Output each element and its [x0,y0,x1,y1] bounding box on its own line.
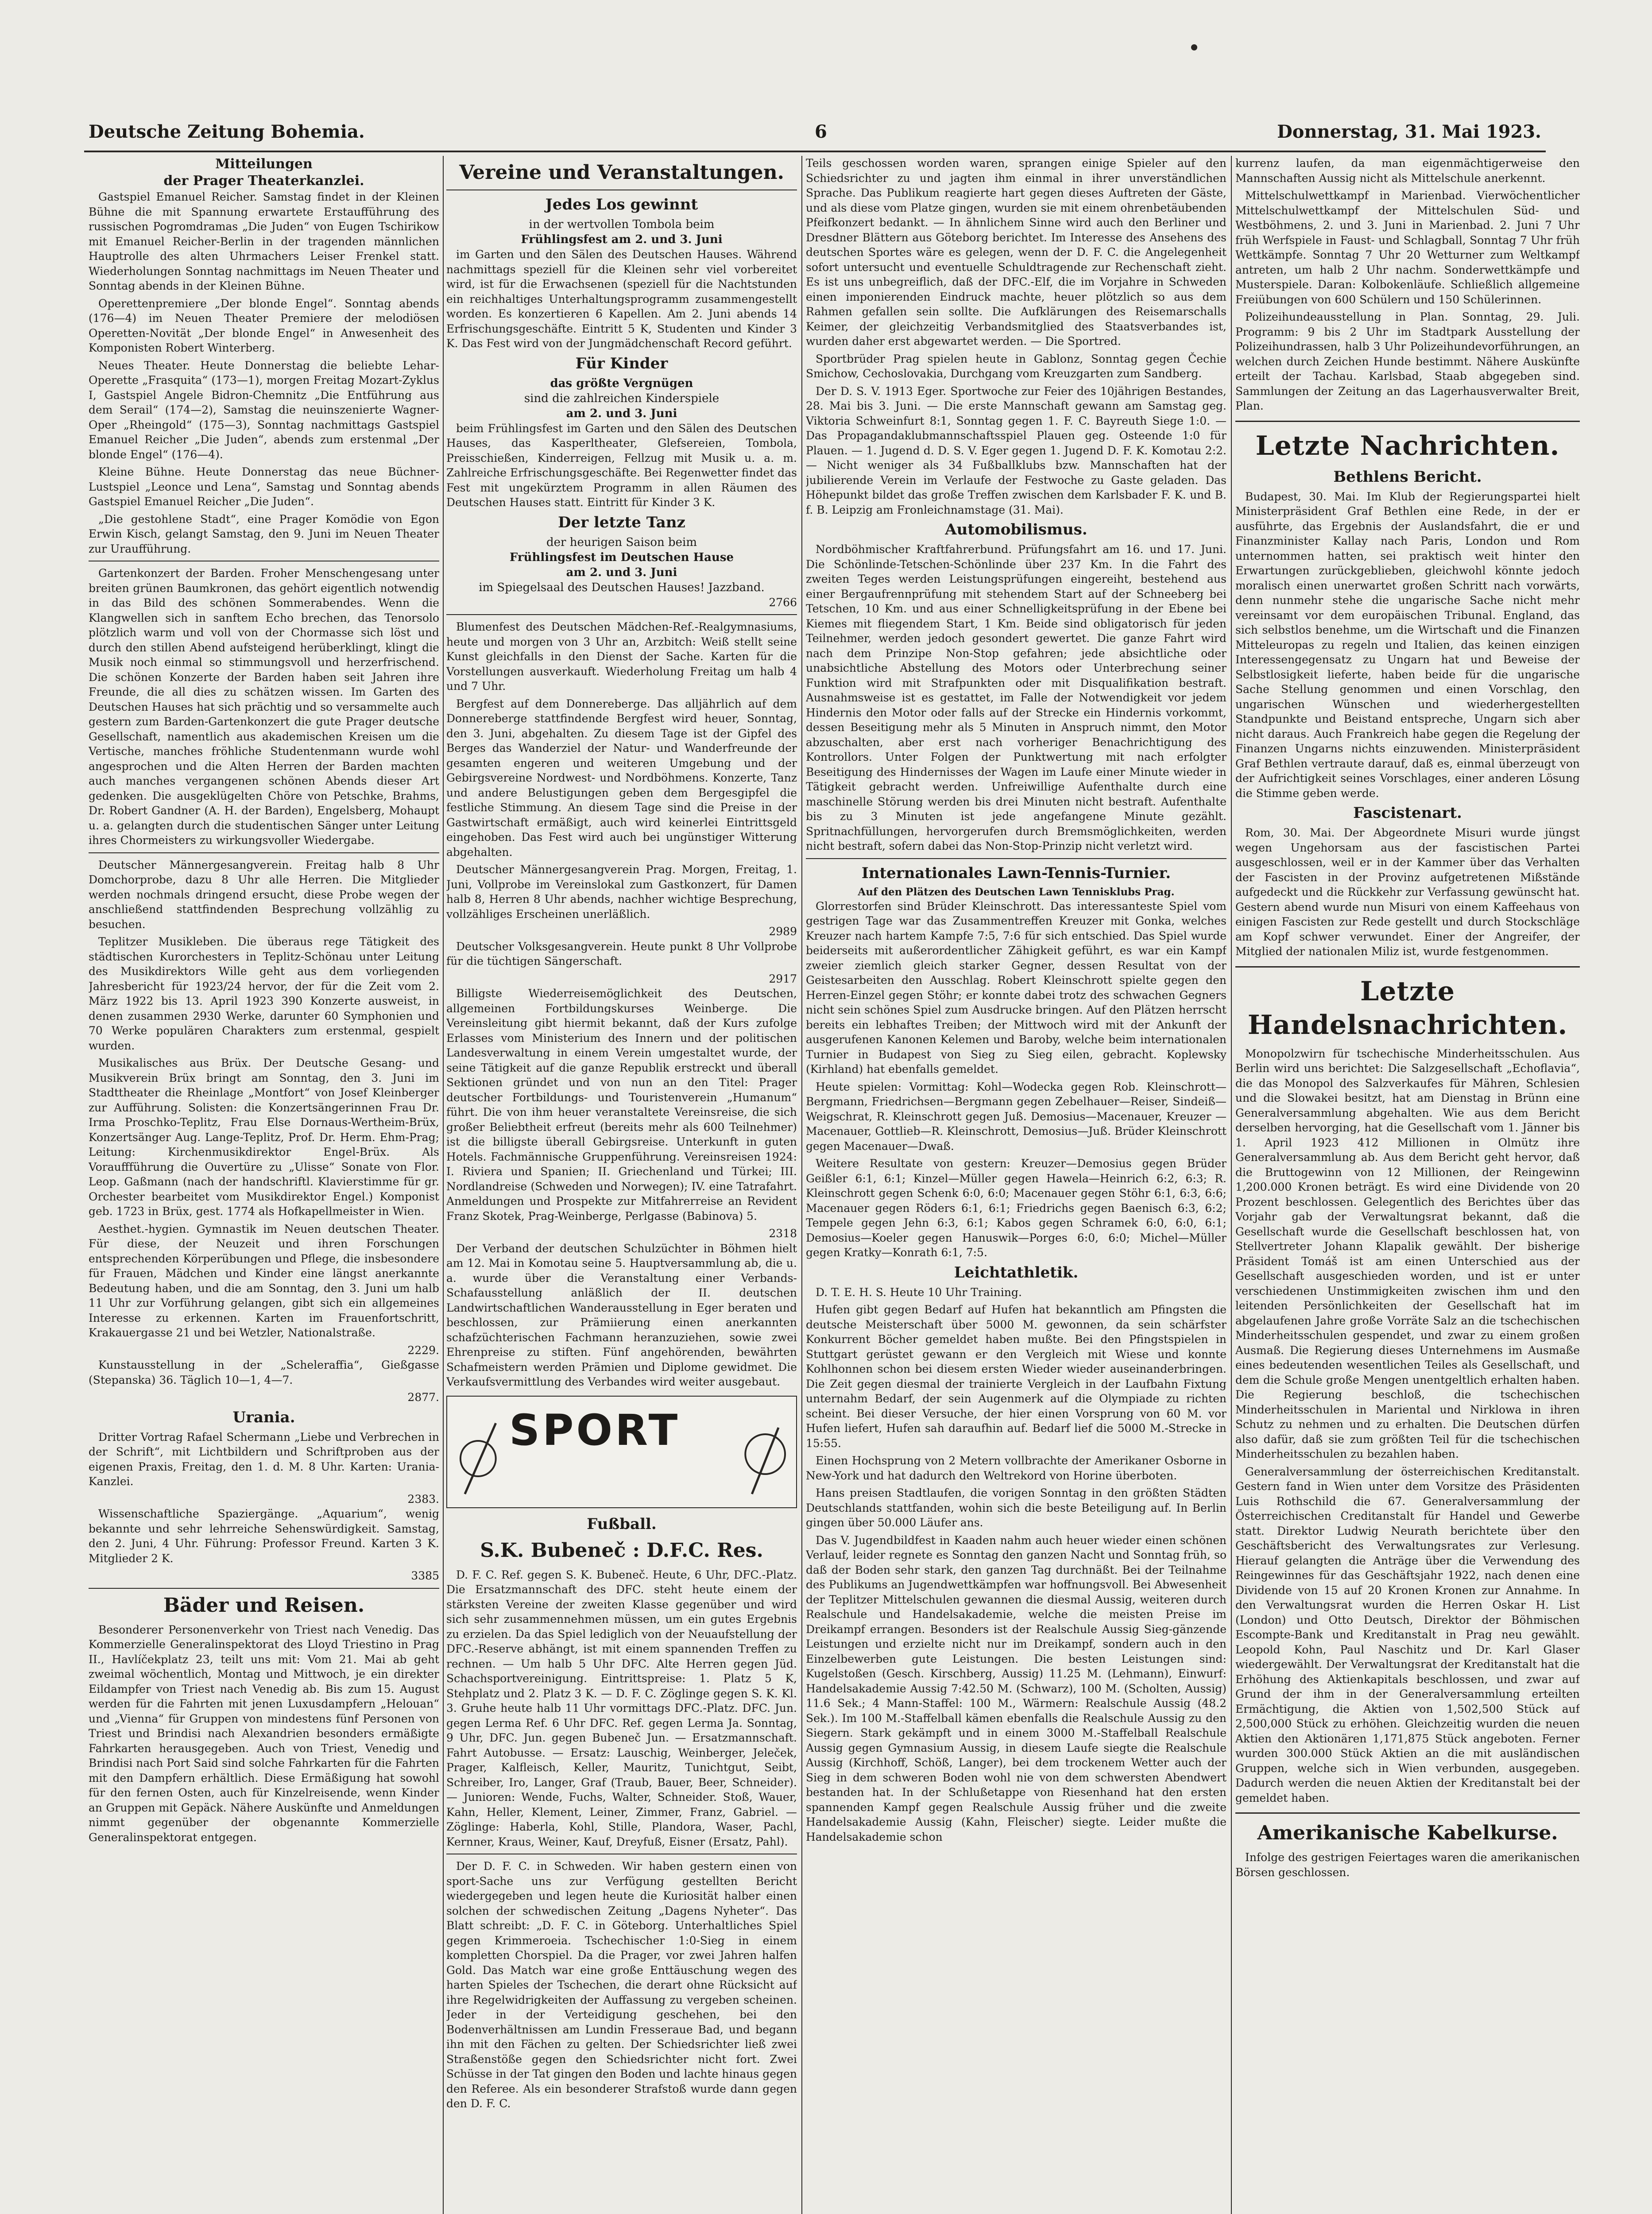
match-title: S.K. Bubeneč : D.F.C. Res. [480,1539,763,1562]
article-paragraph: Polizeihundeausstellung in Plan. Sonntag, 29. Juli. Programm: 9 bis 2 Uhr im Stadtpark Ausstellung der Polizeihundrassen, halb 3 Uhr Polizeihundevorführungen, an welchen durch Zeichen Hunde bestimmt. Nähere Auskünfte erteilt der Tachau. Karlsbad, Staab abgegeben sind. Sammlungen der Zeitung an das Lagerhausverwalter Breit, Plan. [1235,310,1580,412]
article-paragraph: Mittelschulwettkampf in Marienbad. Vierwöchentlicher Mittelschulwettkampf der Mittelschulen Süd- und Westböhmens, 2. und 3. Juni in Marienbad. 2. Juni 7 Uhr früh Werfspiele in Faust- und Schlagball, Sonntag 7 Uhr früh Wettkämpfe. Sonntag 7 Uhr 20 Wetturner zum Weltkampf antreten, um halb 2 Uhr nachm. Sonderwettkämpfe und Musterspiele. Daran: Kolbokenläufe. Schließlich allgemeine Freiübungen von 600 Schülern und 150 Schülerinnen. [1235,189,1580,306]
page-header [89,116,1541,147]
article-paragraph: Das V. Jugendbildfest in Kaaden nahm auch heuer wieder einen schönen Verlauf, leider regnete es Sonntag den ganzen Nacht und Sonntag früh, so daß der Boden sehr stark, den ganzen Tag durchnäßt. Bei der Teilnahme des Publikums an Jugendwettkämpfen war hoffnungsvoll. Bei Abwesenheit der Teplitzer Mittelschulen gewannen die diesmal Aussig, weiteren durch Realschule und Handelsakademie, welche die meisten Preise im Dreikampf errangen. Besonders ist der Realschule Aussig Sieg-gänzende Leistungen und erzielte nicht nur im Dreikampf, sondern auch in den Einzelbewerben gute Leistungen. Die besten Leistungen sind: Kugelstoßen (Gesch. Kirschberg, Aussig) 11.25 M. (Lehmann), Einwurf: Handelsakademie Aussig 7:42.50 M. (Schwarz), 100 M. (Scholten, Aussig) 11.6 Sek.; 4 Mann-Staffel: 100 M., Wärmern: Realschule Aussig (48.2 Sek.). Im 100 M.-Staffelball kämen ebenfalls die Realschule Aussig zu den Siegern. Stark gekämpft und in einem 3000 M.-Staffelball Realschule Aussig gegen Gymnasium Aussig, in diesem Laufe siegte die Realschule Aussig (Kirchhoff, Schöß, Langer), bei dem trockenem Wetter auch der Sieg in dem schweren Boden wohl nie von dem schwersten Abendwert bestanden hat. In der Schlußetappe von Riesenhand hat den ersten spannenden Kampf gegen Realschule Aussig früher und die zweite Handelsakademie Aussig (Kahn, Fleischer) siegte. Leider mußte die Handelsakademie schon [806,1533,1226,1843]
section-title: Leichtathletik. [954,1263,1079,1281]
column-4 [1235,156,1580,2214]
article-paragraph: Deutscher Männergesangverein. Freitag halb 8 Uhr Domchorprobe, dazu 8 Uhr alle Herren. Die Mitglieder werden nochmals dringend ersucht, diese Probe wegen der anschließend stattfindenden Besprechung vollzählig zu besuchen. [89,858,439,931]
divider [1235,966,1580,968]
article-paragraph: Generalversammlung der österreichischen Kreditanstalt. Gestern fand in Wien unter dem Vorsitze des Präsidenten Luis Rothschild die 67. Generalversammlung der Österreichischen Creditanstalt für Handel und Gewerbe statt. Direktor Ludwig Neurath berichtete über den Geschäftsbericht des Verwaltungsrates zur Verlesung. Hierauf gelangten die Anträge über die Verwendung des Reingewinnes für das Geschäftsjahr 1922, nach denen eine Dividende von 15 auf 20 Kronen Kronen zur Annahme. In den Verwaltungsrat wurden die Herren Oskar H. List (London) und Otto Deutsch, Direktor der Böhmischen Escompte-Bank und Kreditanstalt in Prag neu gewählt. Leopold Kohn, Paul Naschitz und Dr. Karl Glaser wiedergewählt. Der Verwaltungsrat der Kreditanstalt hat die Erhöhung des Aktienkapitals beschlossen, und zwar auf Grund der ihm in der Generalversammlung erteilten Ermächtigung, die Aktien von 1,502,500 Stück auf 2,500,000 Stück zu erhöhen. Gleichzeitig wurden die neuen Aktien den Aktionären 1,171,875 Stück angeboten. Ferner wurden 300.000 Stück Aktien an die mit ausländischen Gruppen, welche sich in Wien verbunden, ausgegeben. Dadurch werden die neuen Aktien der Kreditanstalt bei der gemeldet haben. [1235,1465,1580,1804]
header-paper-name: Deutsche Zeitung Bohemia. [89,121,365,142]
header-rule [84,151,1546,152]
divider [89,852,439,853]
ad-number: 2766 [769,596,797,609]
article-paragraph: Glorrestorfen sind Brüder Kleinschrott. Das interessanteste Spiel vom gestrigen Tage war das Zusammentreffen Kreuzer mit Gonka, welches Kreuzer nach hartem Kampfe 7:5, 7:6 für sich entschied. Das Spiel wurde beiderseits mit außerordentlicher Zähigkeit geführt, es war ein Kampf zweier ziemlich gleich starker Gegner, dessen Resultat von der Geistesarbeiten den Ausschlag. Robert Kleinschrott spielte gegen den Herren-Einzel gegen Stöhr; er konnte dabei trotz des schwachen Gegners nicht sein schönes Spiel zum Ausdrucke bringen. Auf den Plätzen herrscht bereits ein lebhaftes Treiben; der Mittwoch wird mit der Ankunft der ausgerufenen Kanonen Kelemen und Baroby, welche beim internationalen Turnier in Budapest von Sieg zu Sieg eilen, gebracht. Koplewsky (Kirhland) hat ebenfalls gemeldet. [806,899,1226,1076]
column-1 [89,156,439,2214]
article-paragraph: Monopolzwirn für tschechische Minderheitsschulen. Aus Berlin wird uns berichtet: Die Salzgesellschaft „Echoflavia“, die das Monopol des Salzverkaufes für Mähren, Schlesien und die Slowakei besitzt, hat am Dienstag in Brünn eine Generalversammlung abgehalten. Wie aus dem Bericht derselben hervorging, hat die Gesellschaft vom 1. Jänner bis 1. April 1923 412 Millionen in Olmütz ihre Generalversammlung ab. Aus dem Bericht geht hervor, daß die Bruttogewinn von 12 Millionen, der Reingewinn 1,200.000 Kronen beträgt. Es wird eine Dividende von 20 Prozent beschlossen. Gelegentlich des Berichtes über das Vorjahr gab der Verwaltungsrat bekannt, daß die Gesellschaft wurde die Gesellschaft beschlossen hat, von Stellvertreter Johann Klapalik gewählt. Der bisherige Präsident Tomáš ist am einen Unterschied aus der Gesellschaft ausgeschieden worden, und ist er unter verschiedenen Unstimmigkeiten zwischen ihm und den leitenden Persönlichkeiten der Gesellschaft hat im abgelaufenen Jahre große Vorräte Salz an die tschechischen Minderheitsschulen gespendet, und zwar zu einem großen Ausmaß. Die Regierung dieses Unternehmens im Ausmaße eines bedeutenden wesentlichen Teiles als Gesellschaft, und dem die Schule große Mengen unentgeltlich erhalten haben. Die Regierung beschloß, die tschechischen Minderheitsschulen in Mariental und Nirklowa in ihren Schutz zu nehmen und zu erhalten. Die Deutschen dürfen also dafür, daß sie zum größten Teil für die tschechischen Minderheitsschulen zu bezahlen haben. [1235,1047,1580,1460]
ad-number: 2318 [769,1227,797,1240]
article-paragraph: Deutscher Männergesangverein Prag. Morgen, Freitag, 1. Juni, Vollprobe im Vereinslokal zum Gastkonzert, für Damen halb 8, Herren 8 Uhr abends, nachher wichtige Besprechung, vollzähliges Erscheinen unerläßlich. [446,863,797,921]
article-paragraph: Weitere Resultate von gestern: Kreuzer—Demosius gegen Brüder Geißler 6:1, 6:1; Kinzel—Müller gegen Hawela—Heinrich 6:2, 6:3; R. Kleinschrott gegen Schenk 6:0, 6:0; Macenauer gegen Stöhr 6:1, 6:3, 6:6; Macenauer gegen Röders 6:1, 6:1; Friedrichs gegen Baenisch 6:3, 6:2; Tempele gegen Jehn 6:3, 6:1; Kabos gegen Schramek 6:0, 6:0, 6:1; Demosius—Koeler gegen Hanuswik—Porges 6:0, 6:0; Michel—Müller gegen Kratky—Konrath 6:1, 7:5. [806,1157,1226,1259]
article-paragraph: Besonderer Personenverkehr von Triest nach Venedig. Das Kommerzielle Generalinspektorat des Lloyd Triestino in Prag II., Havlíčekplatz 23, teilt uns mit: Vom 21. Mai ab geht zweimal wöchentlich, Montag und Mittwoch, je ein direkter Eildampfer von Triest nach Venedig ab. Bis zum 15. August werden für die Fahrten mit jenen Luxusdampfern „Helouan“ und „Vienna“ für Gruppen von mindestens fünf Personen von Triest und Brindisi nach Alexandrien besonders ermäßigte Fahrkarten herausgegeben. Auch von Triest, Venedig und Brindisi nach Port Said sind solche Fahrkarten für die Fahrten mit den Dampfern erhältlich. Diese Ermäßigung hat sowohl für den fernen Osten, auch für Kinzelreisende, wenn Kinder an Gruppen mit Gepäck. Nähere Auskünfte und Anmeldungen nimmt gegenüber der obgenannte Kommerzielle Generalinspektorat entgegen. [89,1623,439,1844]
article-title: Bethlens Bericht. [1333,468,1482,486]
section-title: Automobilismus. [945,521,1087,538]
section-title: Mitteilungen [215,156,313,172]
article-paragraph: Heute spielen: Vormittag: Kohl—Wodecka gegen Rob. Kleinschrott—Bergmann, Friedrichsen—Bergmann gegen Zebelhauer—Reiser, Sindeiß—Weigschrat, R. Kleinschrott gegen Juß. Demosius—Macenauer, Kreuzer —Macenauer, Gottlieb—R. Kleinschrott, Demosius—Juß. Brüder Kleinschrott gegen Macenauer—Dwaß. [806,1080,1226,1153]
sport-banner [446,1396,797,1508]
article-paragraph: Hufen gibt gegen Bedarf auf Hufen hat bekanntlich am Pfingsten die deutsche Meisterschaft über 5000 M. gewonnen, da sein schärfster Konkurrent Böcher gemeldet haben mußte. Bei den Pfingstspielen in Stuttgart gerüstet gewann er den Vergleich mit Wiese und konnte Kohlhonnen schon bei diesem ersten Wieder wieder auseinanderbringen. Die Zeit gegen diesmal der trainierte Vergleich in der Laufbahn Fixtung unternahm Bedarf, der sein Augenmerk auf die Olympiade zu richten scheint. Bei dieser Versuche, der hier einen Vorsprung von 60 M. vor Hufen liefert, Hufen sah daraufhin auf. Bedarf lief die 5000 M.-Strecke in 15:55. [806,1303,1226,1450]
article-paragraph: Sportbrüder Prag spielen heute in Gablonz, Sonntag gegen Čechie Smichow, Cechoslovakia, Durchgang vom Kreuzgarten zum Sandberg. [806,352,1226,380]
article-paragraph: Neues Theater. Heute Donnerstag die beliebte Lehar-Operette „Frasquita“ (173—1), morgen Freitag Mozart-Zyklus I, Gastspiel Angele Bidron-Chemnitz „Die Entführung aus dem Serail“ (174—2), Samstag die neuinszenierte Wagner-Oper „Rheingold“ (175—3), Sonntag nachmittags Gastspiel Emanuel Reicher „Die Juden“, abends zum erstenmal „Der blonde Engel“ (176—4). [89,359,439,461]
column-separator [443,156,444,2214]
ad-number: 2229. [407,1343,439,1357]
section-title: Bäder und Reisen. [163,1594,365,1617]
article-paragraph: Hans preisen Stadtlaufen, die vorigen Sonntag in den größten Städten Deutschlands stattfanden, wohin sich die beste Beteiligung auf. In Berlin gingen über 50.000 Läufer ans. [806,1486,1226,1529]
section-title: Urania. [232,1408,295,1426]
divider [446,614,797,615]
section-subtitle: Auf den Plätzen des Deutschen Lawn Tennisklubs Prag. [858,886,1175,898]
article-paragraph: Rom, 30. Mai. Der Abgeordnete Misuri wurde jüngst wegen Ungehorsam aus der fascistischen Partei ausgeschlossen, weil er in der Kammer über das Verhalten der Fascisten in der Provinz aufgetretenen Mißstände aufgedeckt und die Rückkehr zur Verfassung gewünscht hat. Gestern abend wurde nun Misuri von einem Kaffeehaus von einigen Fascisten zur Rede gestellt und durch Stockschläge am Kopf schwer verwundet. Einer der Angreifer, der Mitglied der nationalen Miliz ist, wurde festgenommen. [1235,826,1580,958]
ad-headline: Für Kinder [575,354,668,372]
article-title: Fascistenart. [1353,804,1462,822]
ad-subline: am 2. und 3. Juni [566,565,677,579]
ad-number: 3385 [411,1569,439,1582]
divider [806,858,1226,859]
ink-spot [1191,44,1197,50]
article-paragraph: Der Verband der deutschen Schulzüchter in Böhmen hielt am 12. Mai in Komotau seine 5. Hauptversammlung ab, die u. a. wurde über die Veranstaltung einer Verbands-Schafausstellung anläßlich der II. deutschen Landwirtschaftlichen Wanderausstellung in Eger beraten und beschlossen, zur Prämiierung einen anerkannten schafzüchterischen Fachmann heranzuziehen, sowie zwei Ehrenpreise zu stiften. Fünf angehörenden, bewährten Schafmeistern werden Prämien und Diplome gewidmet. Die Verkaufsvermittlung des Verbandes wird weiter ausgebaut. [446,1242,797,1388]
ad-number: 2989 [769,925,797,938]
article-paragraph: Blumenfest des Deutschen Mädchen-Ref.-Realgymnasiums, heute und morgen von 3 Uhr an, Arzbitch: Weiß stellt seine Kunst gleichfalls in den Dienst der Sache. Karten für die Vorstellungen ausverkauft. Wiederholung Freitag um halb 4 und 7 Uhr. [446,620,797,693]
section-title: Fußball. [587,1515,657,1533]
section-title: Letzte Nachrichten. [1255,430,1560,461]
article-paragraph: Der D. F. C. in Schweden. Wir haben gestern einen von sport-Sache uns zur Verfügung gestellten Bericht wiedergegeben und legen heute die Kuriosität halber einen solchen der schwedischen Zeitung „Dagens Nyheter“. Das Blatt schreibt: „D. F. C. in Göteborg. Unterhaltliches Spiel gegen Krimmeroeia. Tschechischer 1:0-Sieg in einem kompletten Chorspiel. Da die Prager, vor zwei Jahren halfen Gold. Das Match war eine große Enttäuschung wegen des harten Spieles der Tschechen, die derart ohne Rücksicht auf ihre Regelwidrigkeiten der Auffassung zu vergeben scheinen. Jeder in der Verteidigung geschehen, bei den Bodenverhältnissen am Lundin Fresseraue Bad, und begann ihn mit den Fächen zu gelten. Der Schiedsrichter ließ zwei Straßenstöße gegen den Schiedsrichter nicht fort. Zwei Schüsse in der Tat gingen den Boden und lachte hinaus gegen den Referee. Als ein besonderer Strafstoß wurde dann gegen den D. F. C. [446,1860,797,2110]
ad-subline: das größte Vergnügen [550,376,693,390]
article-paragraph: kurrenz laufen, da man eigenmächtigerweise den Mannschaften Aussig nicht als Mittelschule anerkennt. [1235,157,1580,185]
section-title: Amerikanische Kabelkurse. [1257,1822,1558,1844]
divider [1235,421,1580,422]
article-paragraph: Kleine Bühne. Heute Donnerstag das neue Büchner-Lustspiel „Leonce und Lena“, Samstag und Sonntag abends Gastspiel Emanuel Reicher „Die Juden“. [89,465,439,508]
article-paragraph: Kunstausstellung in der „Scheleraffia“, Gießgasse (Stepanska) 36. Täglich 10—1, 4—7. [89,1359,439,1386]
article-paragraph: Musikalisches aus Brüx. Der Deutsche Gesang- und Musikverein Brüx bringt am Sonntag, den 3. Juni im Stadttheater die Rheinlage „Montfort“ von Josef Kleinberger zur Aufführung. Solisten: die Konzertsängerinnen Frau Dr. Irma Proschko-Teplitz, Frau Else Dornaus-Wertheim-Brüx, Konzertsänger Aug. Lange-Teplitz, Prof. Dr. Herm. Ehm-Prag; Leitung: Kirchenmusikdirektor Engel-Brüx. Als Vorauffführung die Ouvertüre zu „Ulisse“ Sonate von Flor. Leop. Gaßmann (nach der handschriftl. Klavierstimme für gr. Orchester bearbeitet vom Musikdirektor Engel.) Komponist geb. 1723 in Brüx, gest. 1774 als Hofkapellmeister in Wien. [89,1057,439,1218]
column-2 [446,156,797,2214]
section-title: Vereine und Veranstaltungen. [459,161,784,184]
sport-banner-title: SPORT [509,1405,681,1455]
article-paragraph: D. T. E. H. S. Heute 10 Uhr Training. [816,1285,1022,1299]
ad-number: 2877. [407,1391,439,1404]
header-page-number: 6 [815,121,827,142]
article-paragraph: „Die gestohlene Stadt“, eine Prager Komödie von Egon Erwin Kisch, gelangt Samstag, den 9. Juni im Neuen Theater zur Uraufführung. [89,512,439,555]
ad-subline: in der wertvollen Tombola beim [529,218,715,231]
article-paragraph: Teplitzer Musikleben. Die überaus rege Tätigkeit des städtischen Kurorchesters in Teplitz-Schönau unter Leitung des Musikdirektors Wille geht aus dem vorliegenden Jahresbericht für 1923/24 hervor, der für die Zeit vom 2. März 1922 bis 13. April 1923 390 Konzerte ausweist, in denen zusammen 2930 Werke, darunter 60 Symphonien und 70 Werke populären Charakters zum erstenmal, gespielt wurden. [89,935,439,1052]
article-paragraph: Deutscher Volksgesangverein. Heute punkt 8 Uhr Vollprobe für die tüchtigen Sängerschaft. [446,940,797,968]
ad-headline: Der letzte Tanz [558,513,685,531]
article-paragraph: beim Frühlingsfest im Garten und den Sälen des Deutschen Hauses, das Kasperltheater, Glefsereien, Tombola, Preisschießen, Kinderreigen, Fellzug mit Musik u. a. m. Zahlreiche Erfrischungsgeschäfte. Bei Regenwetter findet das Fest mit ungekürztem Programm in allen Räumen des Deutschen Hauses statt. Eintritt für Kinder 3 K. [446,422,797,509]
ad-number: 2383. [407,1492,439,1506]
ad-subline: Frühlingsfest im Deutschen Hause [509,550,734,564]
section-title: der Prager Theaterkanzlei. [163,173,364,189]
ad-subline: im Spiegelsaal des Deutschen Hauses! Jazzband. [479,581,765,594]
article-paragraph: Nordböhmischer Kraftfahrerbund. Prüfungsfahrt am 16. und 17. Juni. Die Schönlinde-Tetschen-Schönlinde über 237 Km. In die Fahrt des zweiten Teges werden Leistungsprüfungen eingereiht, bestehend aus einer Bergaufrennprüfung mit stehendem Start auf der Schneeberg bei Tetschen, 10 Km. und aus einer Schnelligkeitsprüfung in der Ebene bei Kiemes mit fliegendem Start, 1 Km. Beide sind obligatorisch für jeden Teilnehmer, werden jedoch gesondert gewertet. Die ganze Fahrt wird nach dem Prinzipe Non-Stop gefahren; jede absichtliche oder unabsichtliche Abstellung des Motors oder Unterbrechung seiner Funktion wird mit Strafpunkten oder mit Disqualifikation bestraft. Ausnahmsweise ist es gestattet, im Falle der Notwendigkeit vor jedem Hindernis den Motor oder falls auf der Strecke ein Hindernis vorkommt, dessen Beseitigung mehr als 5 Minuten in Anspruch nimmt, den Motor abzuschalten, aber erst nach vorheriger Benachrichtigung des Kontrollors. Unter Folgen der Punktwertung mit nach erfolgter Beseitigung des Hindernisses der Wagen im Laufe einer Minute wieder in Tätigkeit gebracht werden. Unfreiwillige Aufenthalte durch eine maschinelle Störung werden bis drei Minuten nicht bestraft. Aufenthalte bis zu 3 Minuten ist jede angefangene Minute gezählt. Spritnachfüllungen, hervorgerufen durch Bremsmöglichkeiten, werden nicht bestraft, sofern dabei das Non-Stop-Prinzip nicht verletzt wird. [806,543,1226,852]
ad-subline: am 2. und 3. Juni [566,406,677,420]
header-date: Donnerstag, 31. Mai 1923. [1277,121,1541,142]
article-paragraph: Wissenschaftliche Spaziergänge. „Aquarium“, wenig bekannte und sehr lehrreiche Sehenswürdigkeit. Samstag, den 2. Juni, 4 Uhr. Führung: Professor Freund. Karten 3 K. Mitglieder 2 K. [89,1507,439,1565]
ad-subline: Frühlingsfest am 2. und 3. Juni [521,233,723,246]
article-paragraph: D. F. C. Ref. gegen S. K. Bubeneč. Heute, 6 Uhr, DFC.-Platz. Die Ersatzmannschaft des DFC. steht heute einem der stärksten Vereine der zweiten Klasse gegenüber und wird sich sehr zusammennehmen müssen, um ein gutes Ergebnis zu erzielen. Da das Spiel lediglich von der Neuaufstellung der DFC.-Reserve abhängt, ist mit einem spannenden Treffen zu rechnen. — Um halb 5 Uhr DFC. Alte Herren gegen Jüd. Schachsportvereinigung. Eintrittspreise: 1. Platz 5 K, Stehplatz und 2. Platz 3 K. — D. F. C. Zöglinge gegen S. K. Kl. 3. Gruhe heute halb 11 Uhr vormittags DFC.-Platz. DFC. Jun. gegen Lerma Ref. 6 Uhr DFC. Ref. gegen Lerma Ja. Sonntag, 9 Uhr, DFC. Jun. gegen Bubeneč Jun. — Ersatzmannschaft. Fahrt Autobusse. — Ersatz: Lauschig, Weinberger, Jeleček, Prager, Kalfleisch, Keller, Mauritz, Tunichtgut, Seibt, Schreiber, Iro, Langer, Graf (Traub, Bauer, Beer, Schneider). — Junioren: Wende, Fuchs, Walter, Schneider. Stoß, Wauer, Kahn, Heller, Klement, Leiner, Zimmer, Franz, Gabriel. — Zöglinge: Haberla, Kohl, Stille, Plandora, Waser, Pachl, Kernner, Kraus, Weiner, Kauf, Dreyfuß, Eisner (Ersatz, Pahl). [446,1568,797,1848]
article-paragraph: Gartenkonzert der Barden. Froher Menschengesang unter breiten grünen Baumkronen, das gehört eigentlich notwendig in das Bild des schönen Sommerabendes. Wenn die Klangwellen sich in sanftem Echo brechen, das Tenorsolo plötzlich warm und voll von der Chormasse sich löst und durch den stillen Abend aufsteigend herüberklingt, klingt die Musik noch einmal so stimmungsvoll und herzerfrischend. Die schönen Konzerte der Barden haben seit Jahren ihre Freunde, die all dies zu schätzen wissen. Im Garten des Deutschen Hauses hat sich prächtig und so versammelte auch gestern zum Barden-Gartenkonzert die gute Prager deutsche Gesellschaft, namentlich aus akademischen Kreisen um die Vertische, manches fröhliche Studentenmann wurde wohl angesprochen und die Alten Herren der Barden machten auch manches vergangenen schönen Abends dieser Art gedenken. Die ausgeklügelten Chöre von Petschke, Brahms, Dr. Robert Gandner (A. H. der Barden), Engelsberg, Mohaupt u. a. gelangten durch die studentischen Sänger unter Leitung ihres Chormeisters zu wirkungsvoller Wiedergabe. [89,567,439,847]
article-paragraph: Budapest, 30. Mai. Im Klub der Regierungspartei hielt Ministerpräsident Graf Bethlen eine Rede, in der er ausführte, das Ergebnis der Auslandsfahrt, die er und Finanzminister Kallay nach Paris, London und Rom unternommen hatten, sei praktisch weit hinter den Erwartungen zurückgeblieben, gleichwohl könnte jedoch moralisch einen unerwartet großen Schritt nach vorwärts, denn nunmehr stehe die ungarische Sache nicht mehr vereinsamt vor dem europäischen Tribunal. England, das sich selbstlos benehme, um die Wirtschaft und die Finanzen Mitteleuropas zu regeln und Italien, das keinen einzigen Interessengegensatz zu Ungarn hat und Beweise der Selbstlosigkeit lieferte, haben beide für die ungarische Sache Stellung genommen und einen Vorschlag, den ungarischen Wünschen und wiederhergestellten Standpunkte und Beistand entspreche, Ungarn sich aber nicht daraus. Auch Frankreich habe gegen die Regelung der Finanzen Ungarns nichts einzuwenden. Ministerpräsident Graf Bethlen vertraute darauf, daß es, einmal überzeugt von der Aufrichtigkeit seines Vorschlages, einer anderen Lösung die Stimme geben werde. [1235,490,1580,800]
article-paragraph: Billigste Wiederreisemöglichkeit des Deutschen, allgemeinen Fortbildungskurses Weinberge. Die Vereinsleitung gibt hiermit bekannt, daß der Kurs zufolge Erlasses vom Ministerium des Innern und der politischen Landesverwaltung in einem Verein umgestaltet wurde, der seine Tätigkeit auf die ganze Republik erstreckt und überall Sektionen gründet und von nun an den Titel: Prager deutscher Fortbildungs- und Touristenverein „Humanum“ führt. Die von ihm heuer veranstaltete Vereinsreise, die sich großer Beliebtheit erfreut (bereits mehr als 600 Teilnehmer) ist die billigste überall Gebirgsreise. Unterkunft in guten Hotels. Fachmännische Gruppenführung. Vereinsreisen 1924: I. Riviera und Spanien; II. Griechenland und Türkei; III. Nordlandreise (Schweden und Norwegen); IV. eine Tatrafahrt. Anmeldungen und Prospekte zur Mitfahrerreise an Revident Franz Skotek, Prag-Weinberge, Perlgasse (Babinova) 5. [446,987,797,1223]
article-paragraph: im Garten und den Sälen des Deutschen Hauses. Während nachmittags speziell für die Kleinen sehr viel vorbereitet wird, ist für die Erwachsenen (speziell für die Nachtstunden ein reichhaltiges Unterhaltungsprogramm zusammengestellt worden. Es konzertieren 6 Kapellen. Am 2. Juni abends 14 Erfrischungsgeschäfte. Eintritt 5 K, Studenten und Kinder 3 K. Das Fest wird von der Jungmädchenschaft Record geführt. [446,248,797,350]
column-separator [801,156,802,2214]
article-paragraph: Der D. S. V. 1913 Eger. Sportwoche zur Feier des 10jährigen Bestandes, 28. Mai bis 3. Juni. — Die erste Mannschaft gewann am Samstag geg. Viktoria Schweinfurt 8:1, Sonntag gegen 1. F. C. Bayreuth Siege 1:0. — Das Propagandaklubmannschaftsspiel Plauen geg. Osteende 1:0 für Plauen. — 1. Jugend d. D. S. V. Eger gegen 1. Jugend D. F. K. Komotau 2:2. — Nicht weniger als 34 Fußballklubs bzw. Mannschaften hat der jubilierende Verein im Verlaufe der Festwoche zu Gaste geladen. Das Höhepunkt bildet das große Treffen zwischen dem Karlsbader F. K. und B. f. B. Leipzig am Fronleichnamstage (31. Mai). [806,384,1226,516]
ad-headline: Jedes Los gewinnt [545,196,698,213]
divider [89,1588,439,1589]
article-paragraph: Dritter Vortrag Rafael Schermann „Liebe und Verbrechen in der Schrift“, mit Lichtbildern und Schriftproben aus der eigenen Praxis, Freitag, den 1. d. M. 8 Uhr. Karten: Urania-Kanzlei. [89,1430,439,1488]
ad-subline: der heurigen Saison beim [546,535,697,549]
article-paragraph: Infolge des gestrigen Feiertages waren die amerikanischen Börsen geschlossen. [1235,1851,1580,1879]
ad-subline: sind die zahlreichen Kinderspiele [524,391,720,405]
section-title: Internationales Lawn-Tennis-Turnier. [861,864,1171,882]
article-paragraph: Aesthet.-hygien. Gymnastik im Neuen deutschen Theater. Für diese, der Neuzeit und ihren Forschungen entsprechenden Körperübungen und Pflege, die insbesondere für Frauen, Mädchen und Kinder eine längst anerkannte Bedeutung haben, und die am Sonntag, den 3. Juni um halb 11 Uhr zur Vorführung gelangen, gibt sich ein allgemeines Interesse zu erkennen. Karten im Frauenfortschritt, Krakauergasse 21 und bei Wetzler, Nationalstraße. [89,1222,439,1339]
article-paragraph: Gastspiel Emanuel Reicher. Samstag findet in der Kleinen Bühne die mit Spannung erwartete Erstaufführung des russischen Pogromdramas „Die Juden“ von Eugen Tschirikow mit Emanuel Reicher-Berlin in der tragenden männlichen Hauptrolle des alten Uhrmachers Leiser Frenkel statt. Wiederholungen Sonntag nachmittags im Neuen Theater und Sonntag abends in der Kleinen Bühne. [89,190,439,292]
column-separator [1231,156,1232,2214]
divider [1235,1812,1580,1814]
column-3 [806,156,1226,2214]
ad-number: 2917 [769,972,797,985]
section-title: Letzte Handelsnachrichten. [1247,975,1568,1041]
article-paragraph: Operettenpremiere „Der blonde Engel“. Sonntag abends (176—4) im Neuen Theater Premiere der melodiösen Operetten-Novität „Der blonde Engel“ in Anwesenheit des Komponisten Robert Winterberg. [89,297,439,354]
article-paragraph: Bergfest auf dem Donnereberge. Das alljährlich auf dem Donnereberge stattfindende Bergfest wird heuer, Sonntag, den 3. Juni, abgehalten. Zu diesem Tage ist der Gipfel des Berges das Wanderziel der Natur- und Wanderfreunde der gesamten engeren und weiteren Umgebung und der Gebirgsvereine Nordwest- und Nordböhmens. Konzerte, Tanz und andere Belustigungen geben dem Bergesgipfel die festliche Stimmung. An diesem Tage sind die Preise in der Gastwirtschaft ermäßigt, auch wird keinerlei Eintrittsgeld eingehoben. Das Fest wird auch bei ungünstiger Witterung abgehalten. [446,697,797,859]
article-paragraph: Einen Hochsprung von 2 Metern vollbrachte der Amerikaner Osborne in New-York und hat dadurch den Weltrekord von Horine überboten. [806,1454,1226,1482]
article-paragraph: Teils geschossen worden waren, sprangen einige Spieler auf den Schiedsrichter zu und jagten ihm einmal in ihrer unverständlichen Sprache. Das Publikum reagierte hart gegen dieses Auftreten der Gäste, und als diese vom Platze gingen, wurden sie mit einem ohrenbetäubenden Pfeifkonzert bedankt. — In ähnlichem Sinne wird auch den Berliner und Dresdner Blättern aus Göteborg berichtet. Im Interesse des Ansehens des deutschen Sportes wäre es gelegen, wenn der D. F. C. die Angelegenheit sofort untersucht und eventuelle Schuldtragende zur Rechenschaft zieht. Es ist uns unbegreiflich, daß der DFC.-Elf, die im Vorjahre in Schweden einen imponierenden Eindruck machte, heuer plötzlich so aus dem Rahmen gefallen sein sollte. Die Aufklärungen des Reisemarschalls Keimer, der gleichzeitig Verbandsmitglied des Staatsverbandes ist, wurden daher erst abgewartet werden. — Die Sportred. [806,157,1226,348]
